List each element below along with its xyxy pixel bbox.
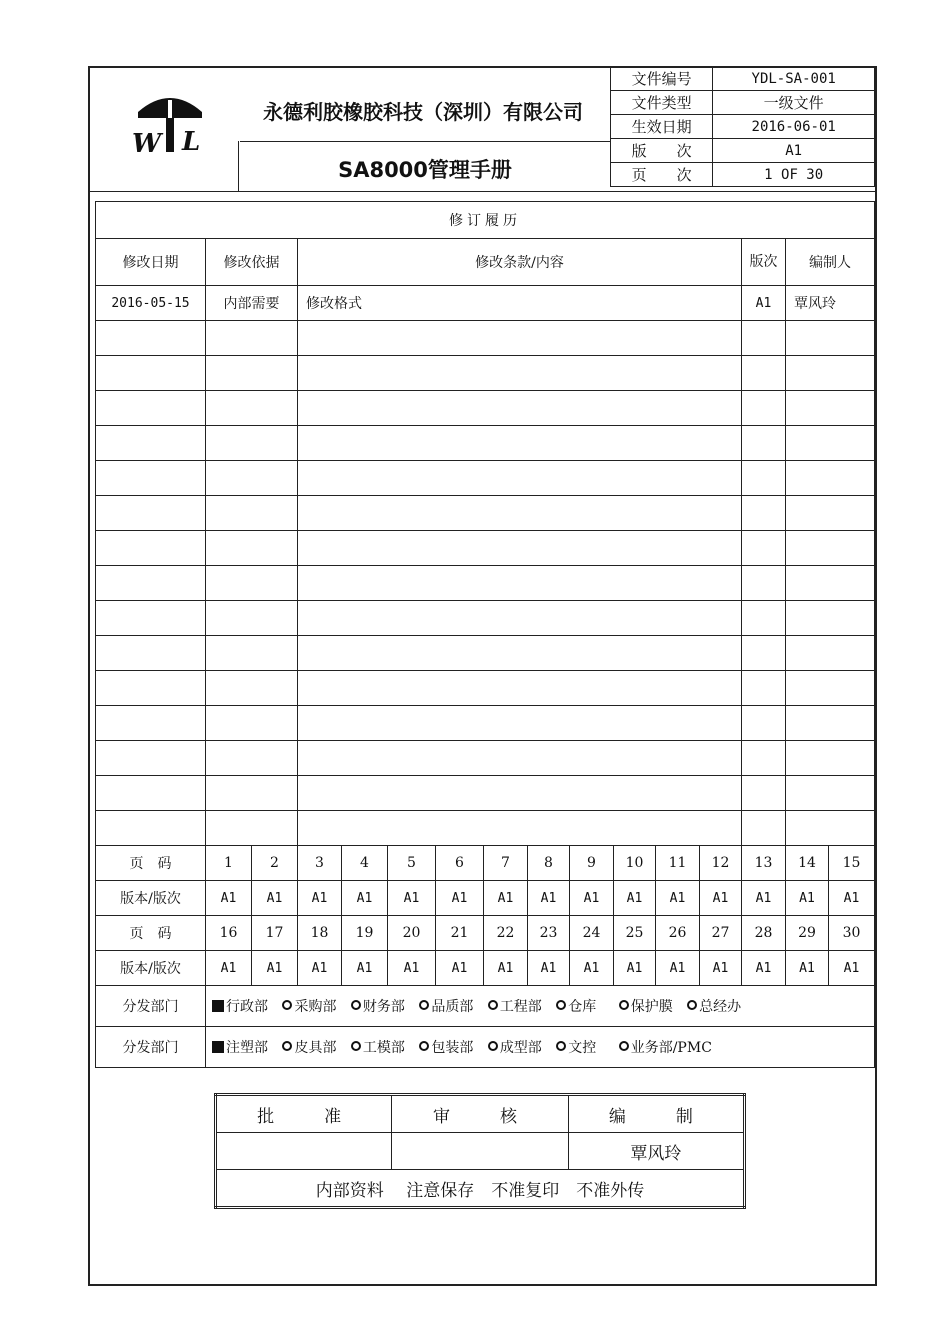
page-version: A1 bbox=[700, 881, 742, 916]
page-version: A1 bbox=[388, 881, 436, 916]
table-row bbox=[96, 356, 875, 391]
page-version: A1 bbox=[206, 881, 252, 916]
unchecked-circle-icon[interactable] bbox=[419, 1000, 429, 1010]
page-number: 1 bbox=[206, 846, 252, 881]
page-version: A1 bbox=[388, 951, 436, 986]
page-number: 19 bbox=[342, 916, 388, 951]
page-number: 9 bbox=[570, 846, 614, 881]
meta-key: 文件类型 bbox=[611, 91, 713, 115]
approval-table bbox=[214, 1093, 746, 1209]
company-logo bbox=[130, 90, 210, 160]
version-label: 版本/版次 bbox=[96, 951, 206, 986]
svg-text:W: W bbox=[132, 129, 162, 159]
dept-name: 行政部 bbox=[226, 999, 268, 1015]
page-number: 24 bbox=[570, 916, 614, 951]
checked-box-icon[interactable] bbox=[212, 1041, 224, 1053]
meta-key: 生效日期 bbox=[611, 115, 713, 139]
page-number: 18 bbox=[298, 916, 342, 951]
table-row bbox=[96, 531, 875, 566]
revision-basis: 内部需要 bbox=[206, 286, 298, 321]
page-number: 28 bbox=[742, 916, 786, 951]
page-label: 页 码 bbox=[96, 846, 206, 881]
page-number: 26 bbox=[656, 916, 700, 951]
revision-date: 2016-05-15 bbox=[96, 286, 206, 321]
page-number: 20 bbox=[388, 916, 436, 951]
dept-name: 包装部 bbox=[431, 1040, 474, 1056]
manual-title: SA8000管理手册 bbox=[338, 158, 512, 182]
page-number: 5 bbox=[388, 846, 436, 881]
table-row bbox=[96, 741, 875, 776]
meta-key: 文件编号 bbox=[611, 67, 713, 91]
page-number: 11 bbox=[656, 846, 700, 881]
page-version: A1 bbox=[484, 951, 528, 986]
page-version: A1 bbox=[298, 951, 342, 986]
table-row bbox=[96, 426, 875, 461]
dept-name: 文控 bbox=[568, 1040, 597, 1056]
page-version: A1 bbox=[570, 951, 614, 986]
page-number: 16 bbox=[206, 916, 252, 951]
approve-header: 批准 bbox=[216, 1095, 392, 1133]
table-row bbox=[96, 636, 875, 671]
page-version: A1 bbox=[829, 881, 875, 916]
revision-content: 修改格式 bbox=[298, 286, 742, 321]
review-signature[interactable] bbox=[392, 1133, 568, 1170]
page-version: A1 bbox=[298, 881, 342, 916]
page-version: A1 bbox=[614, 881, 656, 916]
page-number: 7 bbox=[484, 846, 528, 881]
table-row bbox=[96, 601, 875, 636]
distribution-list bbox=[206, 1027, 875, 1068]
distribution-row bbox=[96, 986, 875, 1027]
version-row bbox=[96, 951, 875, 986]
page-version: A1 bbox=[436, 881, 484, 916]
meta-value: 2016-06-01 bbox=[713, 115, 875, 139]
page-number: 30 bbox=[829, 916, 875, 951]
dept-name: 注塑部 bbox=[226, 1040, 268, 1056]
distribution-label: 分发部门 bbox=[96, 986, 206, 1027]
table-row bbox=[96, 496, 875, 531]
col-header-basis: 修改依据 bbox=[206, 239, 298, 286]
distribution-label: 分发部门 bbox=[96, 1027, 206, 1068]
table-row bbox=[96, 321, 875, 356]
page-version: A1 bbox=[742, 881, 786, 916]
page-version: A1 bbox=[206, 951, 252, 986]
page-version: A1 bbox=[252, 951, 298, 986]
page-number: 6 bbox=[436, 846, 484, 881]
table-row bbox=[96, 566, 875, 601]
page-number: 23 bbox=[528, 916, 570, 951]
page-version: A1 bbox=[656, 881, 700, 916]
document-meta-table bbox=[610, 66, 875, 187]
page-number: 14 bbox=[786, 846, 829, 881]
unchecked-circle-icon[interactable] bbox=[351, 1000, 361, 1010]
page-version: A1 bbox=[528, 881, 570, 916]
page-number: 21 bbox=[436, 916, 484, 951]
dept-name: 工模部 bbox=[362, 1040, 405, 1056]
meta-value: YDL-SA-001 bbox=[713, 67, 875, 91]
page-version: A1 bbox=[614, 951, 656, 986]
page-number: 29 bbox=[786, 916, 829, 951]
page-number: 13 bbox=[742, 846, 786, 881]
unchecked-circle-icon[interactable] bbox=[351, 1041, 361, 1051]
unchecked-circle-icon[interactable] bbox=[619, 1000, 629, 1010]
dept-name: 业务部/PMC bbox=[630, 1040, 712, 1056]
page-number: 17 bbox=[252, 916, 298, 951]
meta-key: 页 次 bbox=[611, 163, 713, 187]
version-row bbox=[96, 881, 875, 916]
col-header-editor: 编制人 bbox=[786, 239, 875, 286]
dept-name: 财务部 bbox=[362, 999, 405, 1015]
dept-name: 成型部 bbox=[499, 1040, 542, 1056]
dept-name: 品质部 bbox=[431, 999, 474, 1015]
table-row bbox=[96, 286, 875, 321]
page-number: 3 bbox=[298, 846, 342, 881]
dept-name: 保护膜 bbox=[630, 999, 673, 1015]
page-version: A1 bbox=[252, 881, 298, 916]
company-name: 永德利胶橡胶科技（深圳）有限公司 bbox=[263, 100, 583, 124]
revision-title: 修订履历 bbox=[96, 202, 875, 239]
page-number: 22 bbox=[484, 916, 528, 951]
page-version: A1 bbox=[786, 881, 829, 916]
table-row bbox=[96, 671, 875, 706]
page-version: A1 bbox=[829, 951, 875, 986]
table-row bbox=[96, 811, 875, 846]
version-label: 版本/版次 bbox=[96, 881, 206, 916]
page-number-row bbox=[96, 916, 875, 951]
revision-version: A1 bbox=[742, 286, 786, 321]
page-version: A1 bbox=[570, 881, 614, 916]
page-number: 10 bbox=[614, 846, 656, 881]
col-header-content: 修改条款/内容 bbox=[298, 239, 742, 286]
col-header-version: 版次 bbox=[742, 239, 786, 286]
distribution-list bbox=[206, 986, 875, 1027]
meta-value: 1 OF 30 bbox=[713, 163, 875, 187]
page-number: 12 bbox=[700, 846, 742, 881]
revision-table bbox=[95, 201, 875, 1068]
meta-value: A1 bbox=[713, 139, 875, 163]
page-number: 2 bbox=[252, 846, 298, 881]
unchecked-circle-icon[interactable] bbox=[556, 1041, 566, 1051]
page-number-row bbox=[96, 846, 875, 881]
page-label: 页 码 bbox=[96, 916, 206, 951]
dept-name: 总经办 bbox=[699, 999, 742, 1015]
page-version: A1 bbox=[528, 951, 570, 986]
unchecked-circle-icon[interactable] bbox=[687, 1000, 697, 1010]
page-version: A1 bbox=[656, 951, 700, 986]
page-version: A1 bbox=[484, 881, 528, 916]
unchecked-circle-icon[interactable] bbox=[488, 1000, 498, 1010]
compiler-name: 覃风玲 bbox=[568, 1133, 744, 1170]
table-row bbox=[96, 706, 875, 741]
dept-name: 工程部 bbox=[499, 999, 542, 1015]
unchecked-circle-icon[interactable] bbox=[282, 1000, 292, 1010]
meta-value: 一级文件 bbox=[713, 91, 875, 115]
page-number: 27 bbox=[700, 916, 742, 951]
unchecked-circle-icon[interactable] bbox=[619, 1041, 629, 1051]
unchecked-circle-icon[interactable] bbox=[488, 1041, 498, 1051]
page-version: A1 bbox=[342, 951, 388, 986]
svg-text:L: L bbox=[182, 127, 201, 157]
table-row bbox=[96, 391, 875, 426]
meta-key: 版 次 bbox=[611, 139, 713, 163]
checked-box-icon[interactable] bbox=[212, 1000, 224, 1012]
table-row bbox=[96, 461, 875, 496]
page-number: 15 bbox=[829, 846, 875, 881]
page-version: A1 bbox=[342, 881, 388, 916]
page-number: 25 bbox=[614, 916, 656, 951]
review-header: 审核 bbox=[392, 1095, 568, 1133]
page-version: A1 bbox=[700, 951, 742, 986]
page-number: 8 bbox=[528, 846, 570, 881]
compile-header: 编制 bbox=[568, 1095, 744, 1133]
page-version: A1 bbox=[742, 951, 786, 986]
page-version: A1 bbox=[786, 951, 829, 986]
unchecked-circle-icon[interactable] bbox=[282, 1041, 292, 1051]
confidential-note: 内部资料 注意保存 不准复印 不准外传 bbox=[216, 1170, 745, 1208]
unchecked-circle-icon[interactable] bbox=[556, 1000, 566, 1010]
page-number: 4 bbox=[342, 846, 388, 881]
col-header-date: 修改日期 bbox=[96, 239, 206, 286]
distribution-row bbox=[96, 1027, 875, 1068]
dept-name: 采购部 bbox=[294, 999, 337, 1015]
dept-name: 仓库 bbox=[568, 999, 597, 1015]
table-row bbox=[96, 776, 875, 811]
revision-editor: 覃风玲 bbox=[786, 286, 875, 321]
document-page bbox=[88, 66, 877, 1286]
page-version: A1 bbox=[436, 951, 484, 986]
dept-name: 皮具部 bbox=[294, 1040, 337, 1056]
approve-signature[interactable] bbox=[216, 1133, 392, 1170]
unchecked-circle-icon[interactable] bbox=[419, 1041, 429, 1051]
